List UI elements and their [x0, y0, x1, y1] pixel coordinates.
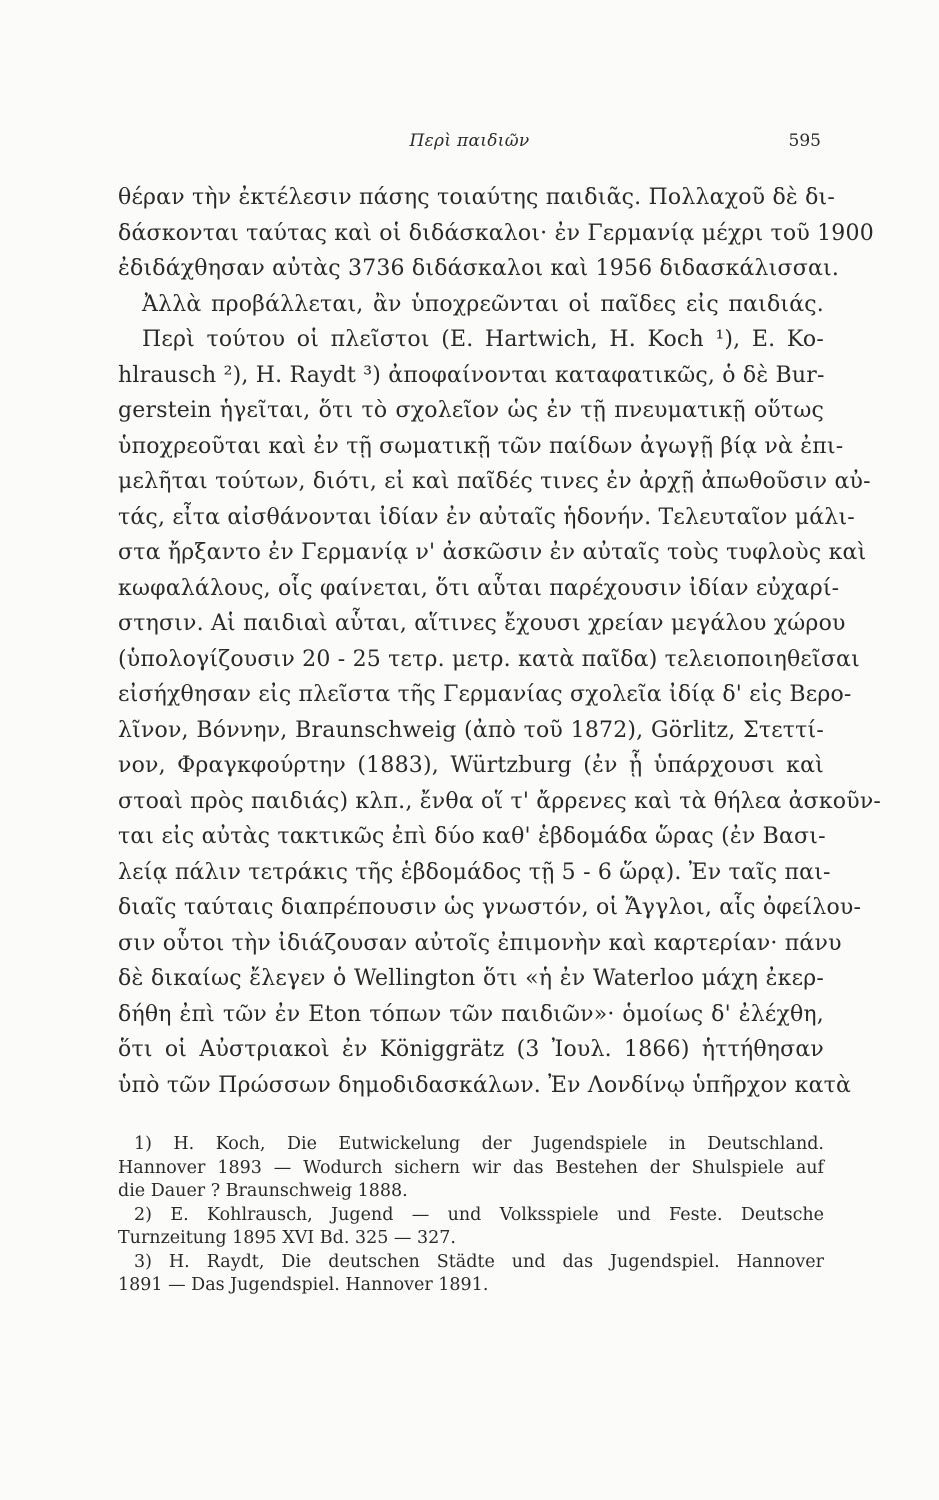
body-text	[118, 180, 882, 1103]
text-line: (ὑπολογίζουσιν 20 - 25 τετρ. μετρ. κατὰ παῖδα) τελειοποιηθεῖσαι	[118, 646, 860, 672]
text-line: δήθη ἐπὶ τῶν ἐν Eton τόπων τῶν παιδιῶν»· ὁμοίως δ' ἐλέχθη,	[118, 1001, 824, 1027]
footnote-line: 1891 — Das Jugendspiel. Hannover 1891.	[118, 1275, 489, 1295]
text-line: λείᾳ πάλιν τετράκις τῆς ἑβδομάδος τῇ 5 - 6 ὥρᾳ). Ἐν ταῖς παι-	[118, 859, 831, 885]
text-line: ται εἰς αὐτὰς τακτικῶς ἐπὶ δύο καθ' ἑβδομάδα ὥρας (ἐν Βασι-	[118, 824, 826, 849]
text-line: Περὶ τούτου οἱ πλεῖστοι (E. Hartwich, H. Koch ¹), E. Ko-	[142, 327, 824, 352]
text-line: δάσκονται ταύτας καὶ οἱ διδάσκαλοι· ἐν Γερμανίᾳ μέχρι τοῦ 1900	[118, 220, 874, 246]
text-line: ἐδιδάχθησαν αὐτὰς 3736 διδάσκαλοι καὶ 1956 διδασκάλισσαι.	[118, 256, 840, 281]
footnote-line: Turnzeitung 1895 XVI Bd. 325 — 327.	[118, 1228, 456, 1248]
text-line: νον, Φραγκφούρτην (1883), Würtzburg (ἐν ᾗ ὑπάρχουσι καὶ	[118, 753, 824, 778]
text-line: δὲ δικαίως ἔλεγεν ὁ Wellington ὅτι «ἡ ἐν Waterloo μάχη ἐκερ-	[118, 966, 824, 991]
text-line: στησιν. Αἱ παιδιαὶ αὗται, αἵτινες ἔχουσι χρείαν μεγάλου χώρου	[118, 611, 846, 636]
footnote-line: die Dauer ? Braunschweig 1888.	[118, 1181, 408, 1201]
text-line: hlrausch ²), H. Raydt ³) ἀποφαίνονται καταφατικῶς, ὁ δὲ Bur-	[118, 362, 825, 388]
text-line: στα ἤρξαντο ἐν Γερμανίᾳ ν' ἀσκῶσιν ἐν αὐταῖς τοὺς τυφλοὺς καὶ	[118, 540, 867, 565]
text-line: κωφαλάλους, οἷς φαίνεται, ὅτι αὗται παρέχουσιν ἰδίαν εὐχαρί-	[118, 575, 840, 601]
text-line: τάς, εἶτα αἰσθάνονται ἰδίαν ἐν αὐταῖς ἡδονήν. Τελευταῖον μάλι-	[118, 504, 855, 530]
text-line: ὑπὸ τῶν Πρώσσων δημοδιδασκάλων. Ἐν Λονδίνῳ ὑπῆρχον κατὰ	[118, 1072, 852, 1098]
text-line: ὅτι οἱ Αὐστριακοὶ ἐν Königgrätz (3 Ἰουλ. 1866) ἡττήθησαν	[118, 1037, 824, 1062]
running-title: Περὶ παιδιῶν	[409, 131, 530, 151]
text-line: gerstein ἡγεῖται, ὅτι τὸ σχολεῖον ὡς ἐν τῇ πνευματικῇ οὕτως	[118, 398, 824, 423]
text-line: διαῖς ταύταις διαπρέπουσιν ὡς γνωστόν, οἱ Ἄγγλοι, αἷς ὀφείλου-	[118, 895, 862, 920]
footnote-line: 2) E. Kohlrausch, Jugend — und Volksspiele und Feste. Deutsche	[134, 1204, 824, 1225]
text-line: σιν οὗτοι τὴν ἰδιάζουσαν αὐτοῖς ἐπιμονὴν καὶ καρτερίαν· πάνυ	[118, 930, 842, 956]
page-number: 595	[788, 131, 821, 151]
footnote-line: 1) H. Koch, Die Eutwickelung der Jugendspiele in Deutschland.	[134, 1134, 824, 1154]
text-line: μελῆται τούτων, διότι, εἰ καὶ παῖδές τινες ἐν ἀρχῇ ἀπωθοῦσιν αὐ-	[118, 469, 871, 494]
footnote-line: Hannover 1893 — Wodurch sichern wir das Bestehen der Shulspiele auf	[118, 1157, 824, 1178]
text-line: ὑποχρεοῦται καὶ ἐν τῇ σωματικῇ τῶν παίδων ἀγωγῇ βίᾳ νὰ ἐπι-	[118, 433, 844, 459]
footnote-line: 3) H. Raydt, Die deutschen Städte und das Jugendspiel. Hannover	[134, 1251, 824, 1272]
text-line: εἰσήχθησαν εἰς πλεῖστα τῆς Γερμανίας σχολεῖα ἰδίᾳ δ' εἰς Βερο-	[118, 682, 852, 707]
footnotes	[118, 1133, 824, 1298]
text-line: στοαὶ πρὸς παιδιάς) κλπ., ἔνθα οἵ τ' ἄρρενες καὶ τὰ θήλεα ἀσκοῦν-	[118, 788, 882, 814]
text-line: λῖνον, Βόννην, Braunschweig (ἀπὸ τοῦ 1872), Görlitz, Στεττί-	[118, 717, 824, 743]
text-line: θέραν τὴν ἐκτέλεσιν πάσης τοιαύτης παιδιᾶς. Πολλαχοῦ δὲ δι-	[118, 185, 836, 210]
text-line: Ἀλλὰ προβάλλεται, ἂν ὑποχρεῶνται οἱ παῖδες εἰς παιδιάς.	[142, 291, 824, 317]
